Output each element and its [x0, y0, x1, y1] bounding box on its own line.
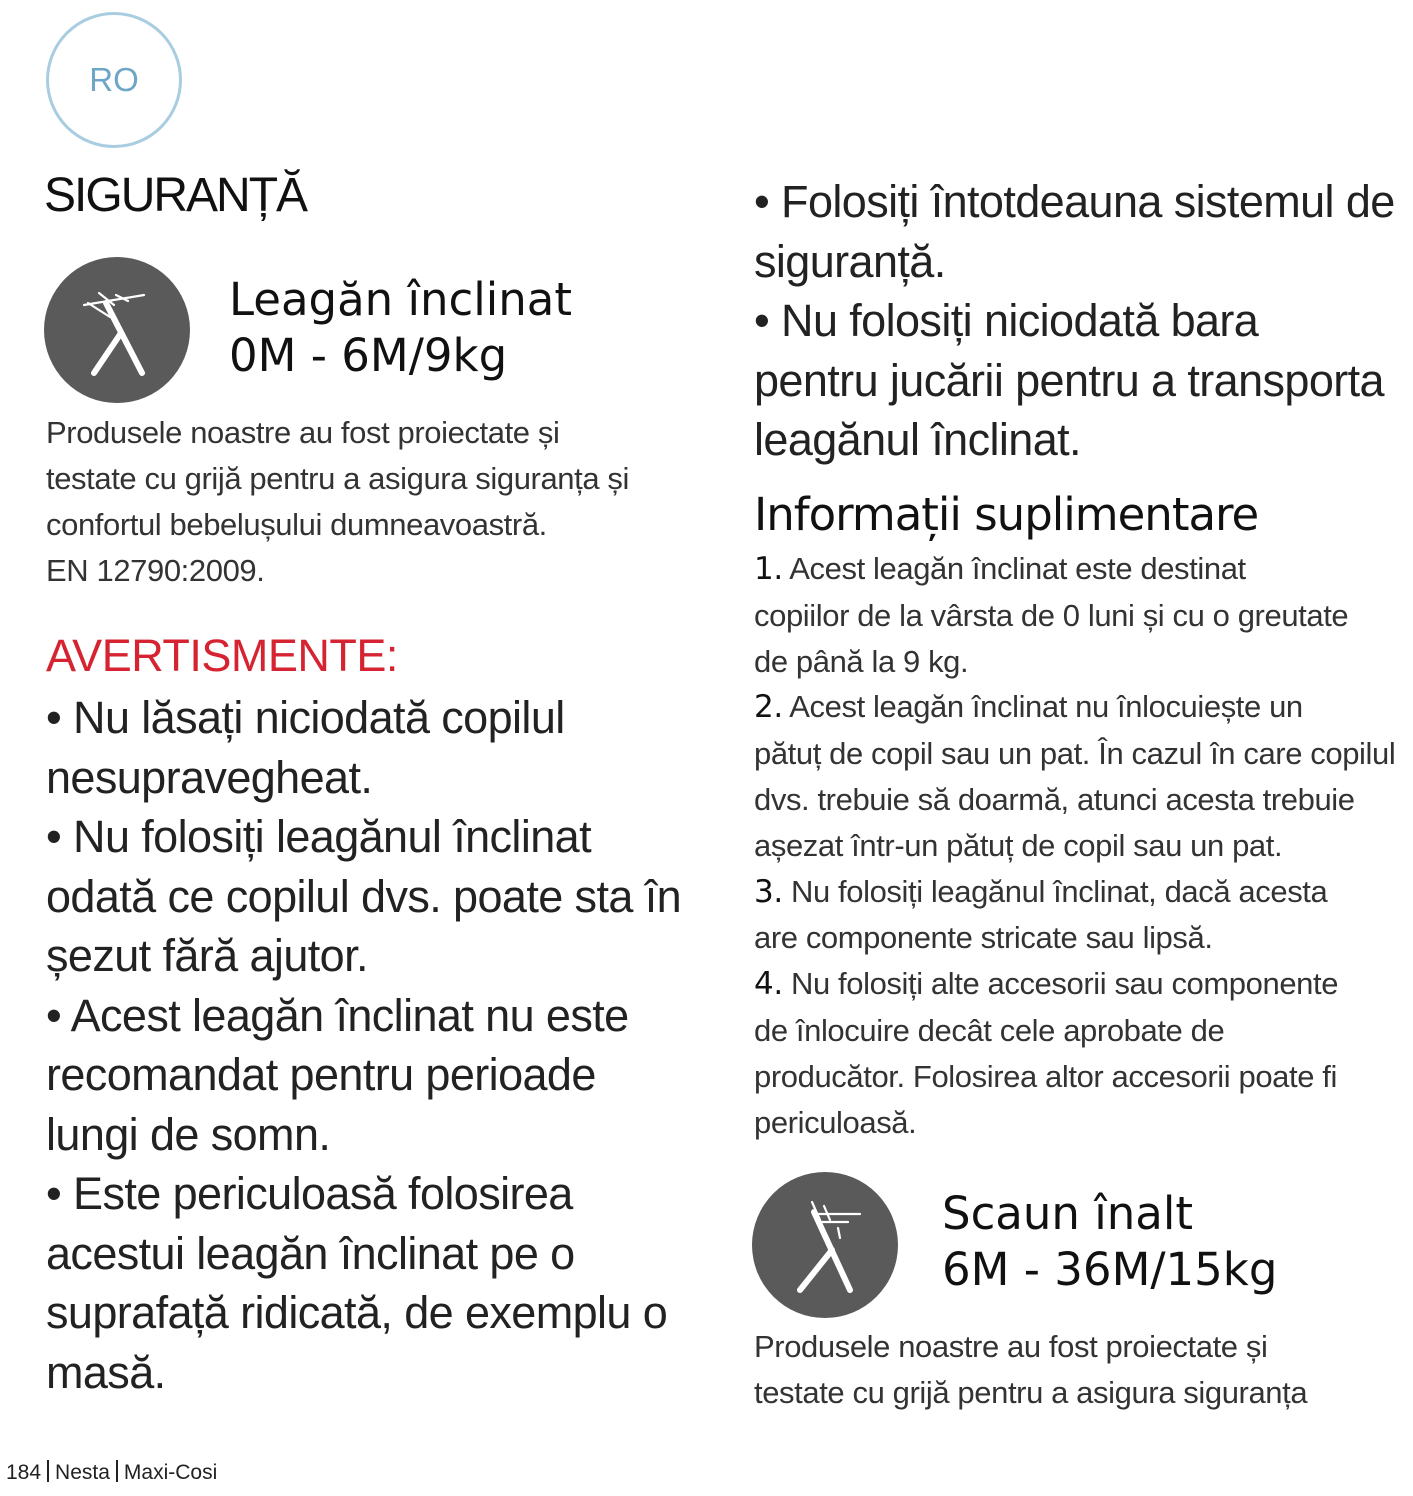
highchair-icon	[752, 1172, 898, 1318]
info-item-text: Nu folosiți leagănul înclinat, dacă acesta	[782, 873, 1328, 909]
warning-line: acestui leagăn înclinat pe o	[46, 1227, 575, 1279]
description-line: Produsele noastre au fost proiectate și	[754, 1329, 1268, 1364]
warning-line: • Este periculoasă folosirea	[46, 1168, 573, 1219]
warning-line: pentru jucării pentru a transporta	[754, 354, 1384, 406]
footer-divider	[116, 1460, 118, 1482]
warning-line: nesupravegheat.	[46, 751, 373, 803]
info-item-text: copiilor de la vârsta de 0 luni și cu o greutate	[754, 597, 1349, 633]
info-item-text: producător. Folosirea altor accesorii poate fi	[754, 1058, 1337, 1094]
product1-name: Leagăn înclinat	[229, 273, 573, 326]
info-item-text: Acest leagăn înclinat este destinat	[782, 551, 1246, 586]
info-item-number: 4.	[754, 966, 783, 1003]
info-item-text: pătuț de copil sau un pat. În cazul în care copilul	[754, 736, 1396, 772]
warning-line: suprafață ridicată, de exemplu o	[46, 1287, 668, 1338]
product2-range: 6M - 36M/15kg	[942, 1243, 1278, 1296]
info-item-text: de înlocuire decât cele aprobate de	[754, 1012, 1225, 1048]
info-title: Informații suplimentare	[754, 488, 1259, 541]
language-badge	[46, 12, 182, 148]
warning-line: șezut fără ajutor.	[46, 930, 368, 981]
description-line: confortul bebelușului dumneavoastră.	[46, 507, 547, 542]
product2-name: Scaun înalt	[942, 1187, 1193, 1240]
footer-product: Nesta	[55, 1461, 110, 1484]
warning-line: • Acest leagăn înclinat nu este	[46, 989, 629, 1041]
product1-heading	[229, 272, 572, 384]
info-item-number: 3.	[754, 873, 783, 910]
description-line: EN 12790:2009.	[46, 553, 265, 588]
description-line: Produsele noastre au fost proiectate și	[46, 415, 560, 450]
description-line: testate cu grijă pentru a asigura siguranța și	[46, 461, 629, 496]
info-item-text: Acest leagăn înclinat nu înlocuiește un	[782, 689, 1303, 725]
info-item-text: are componente stricate sau lipsă.	[754, 920, 1213, 956]
footer-divider	[47, 1460, 49, 1482]
page-footer	[6, 1460, 217, 1485]
info-item	[754, 869, 1395, 962]
info-item-number: 2.	[754, 689, 783, 726]
warning-line: recomandat pentru perioade	[46, 1049, 596, 1100]
info-item-text: Nu folosiți alte accesorii sau componente	[782, 966, 1339, 1002]
warnings-title: AVERTISMENTE:	[46, 630, 398, 681]
info-item-text: dvs. trebuie să doarmă, atunci acesta trebuie	[754, 781, 1355, 817]
page-number: 184	[6, 1461, 42, 1484]
info-item-text: periculoasă.	[754, 1104, 917, 1140]
info-item	[754, 961, 1395, 1145]
warning-line: • Nu lăsați niciodată copilul	[46, 692, 565, 743]
info-item-text: de până la 9 kg.	[754, 643, 969, 679]
product1-range: 0M - 6M/9kg	[229, 329, 508, 382]
info-item-text: așezat într-un pătuț de copil sau un pat.	[754, 827, 1283, 863]
product1-description	[46, 410, 629, 594]
warning-line: • Nu folosiți niciodată bara	[754, 295, 1259, 346]
info-list	[754, 546, 1395, 1145]
warning-line: leagănul înclinat.	[754, 414, 1081, 465]
reclined-cradle-icon-graphic	[44, 257, 190, 403]
warnings-list-left	[46, 688, 681, 1402]
description-line: testate cu grijă pentru a asigura siguranța	[754, 1375, 1308, 1410]
warning-line: lungi de somn.	[46, 1108, 331, 1160]
section-title: SIGURANȚĂ	[44, 169, 307, 222]
warning-line: masă.	[46, 1346, 166, 1398]
info-item	[754, 546, 1395, 684]
warning-line: • Nu folosiți leagănul înclinat	[46, 811, 591, 862]
reclined-cradle-icon	[44, 257, 190, 403]
product2-heading	[942, 1186, 1277, 1298]
info-item	[754, 684, 1395, 868]
warning-line: siguranță.	[754, 235, 946, 287]
footer-brand: Maxi-Cosi	[123, 1461, 218, 1484]
warning-line: odată ce copilul dvs. poate sta în	[46, 870, 682, 922]
warnings-list-right	[754, 172, 1395, 470]
product2-description	[754, 1324, 1307, 1416]
language-badge-label: RO	[89, 61, 139, 98]
info-item-number: 1.	[754, 551, 783, 587]
warning-line: • Folosiți întotdeauna sistemul de	[754, 176, 1395, 227]
highchair-icon-graphic	[752, 1172, 898, 1318]
